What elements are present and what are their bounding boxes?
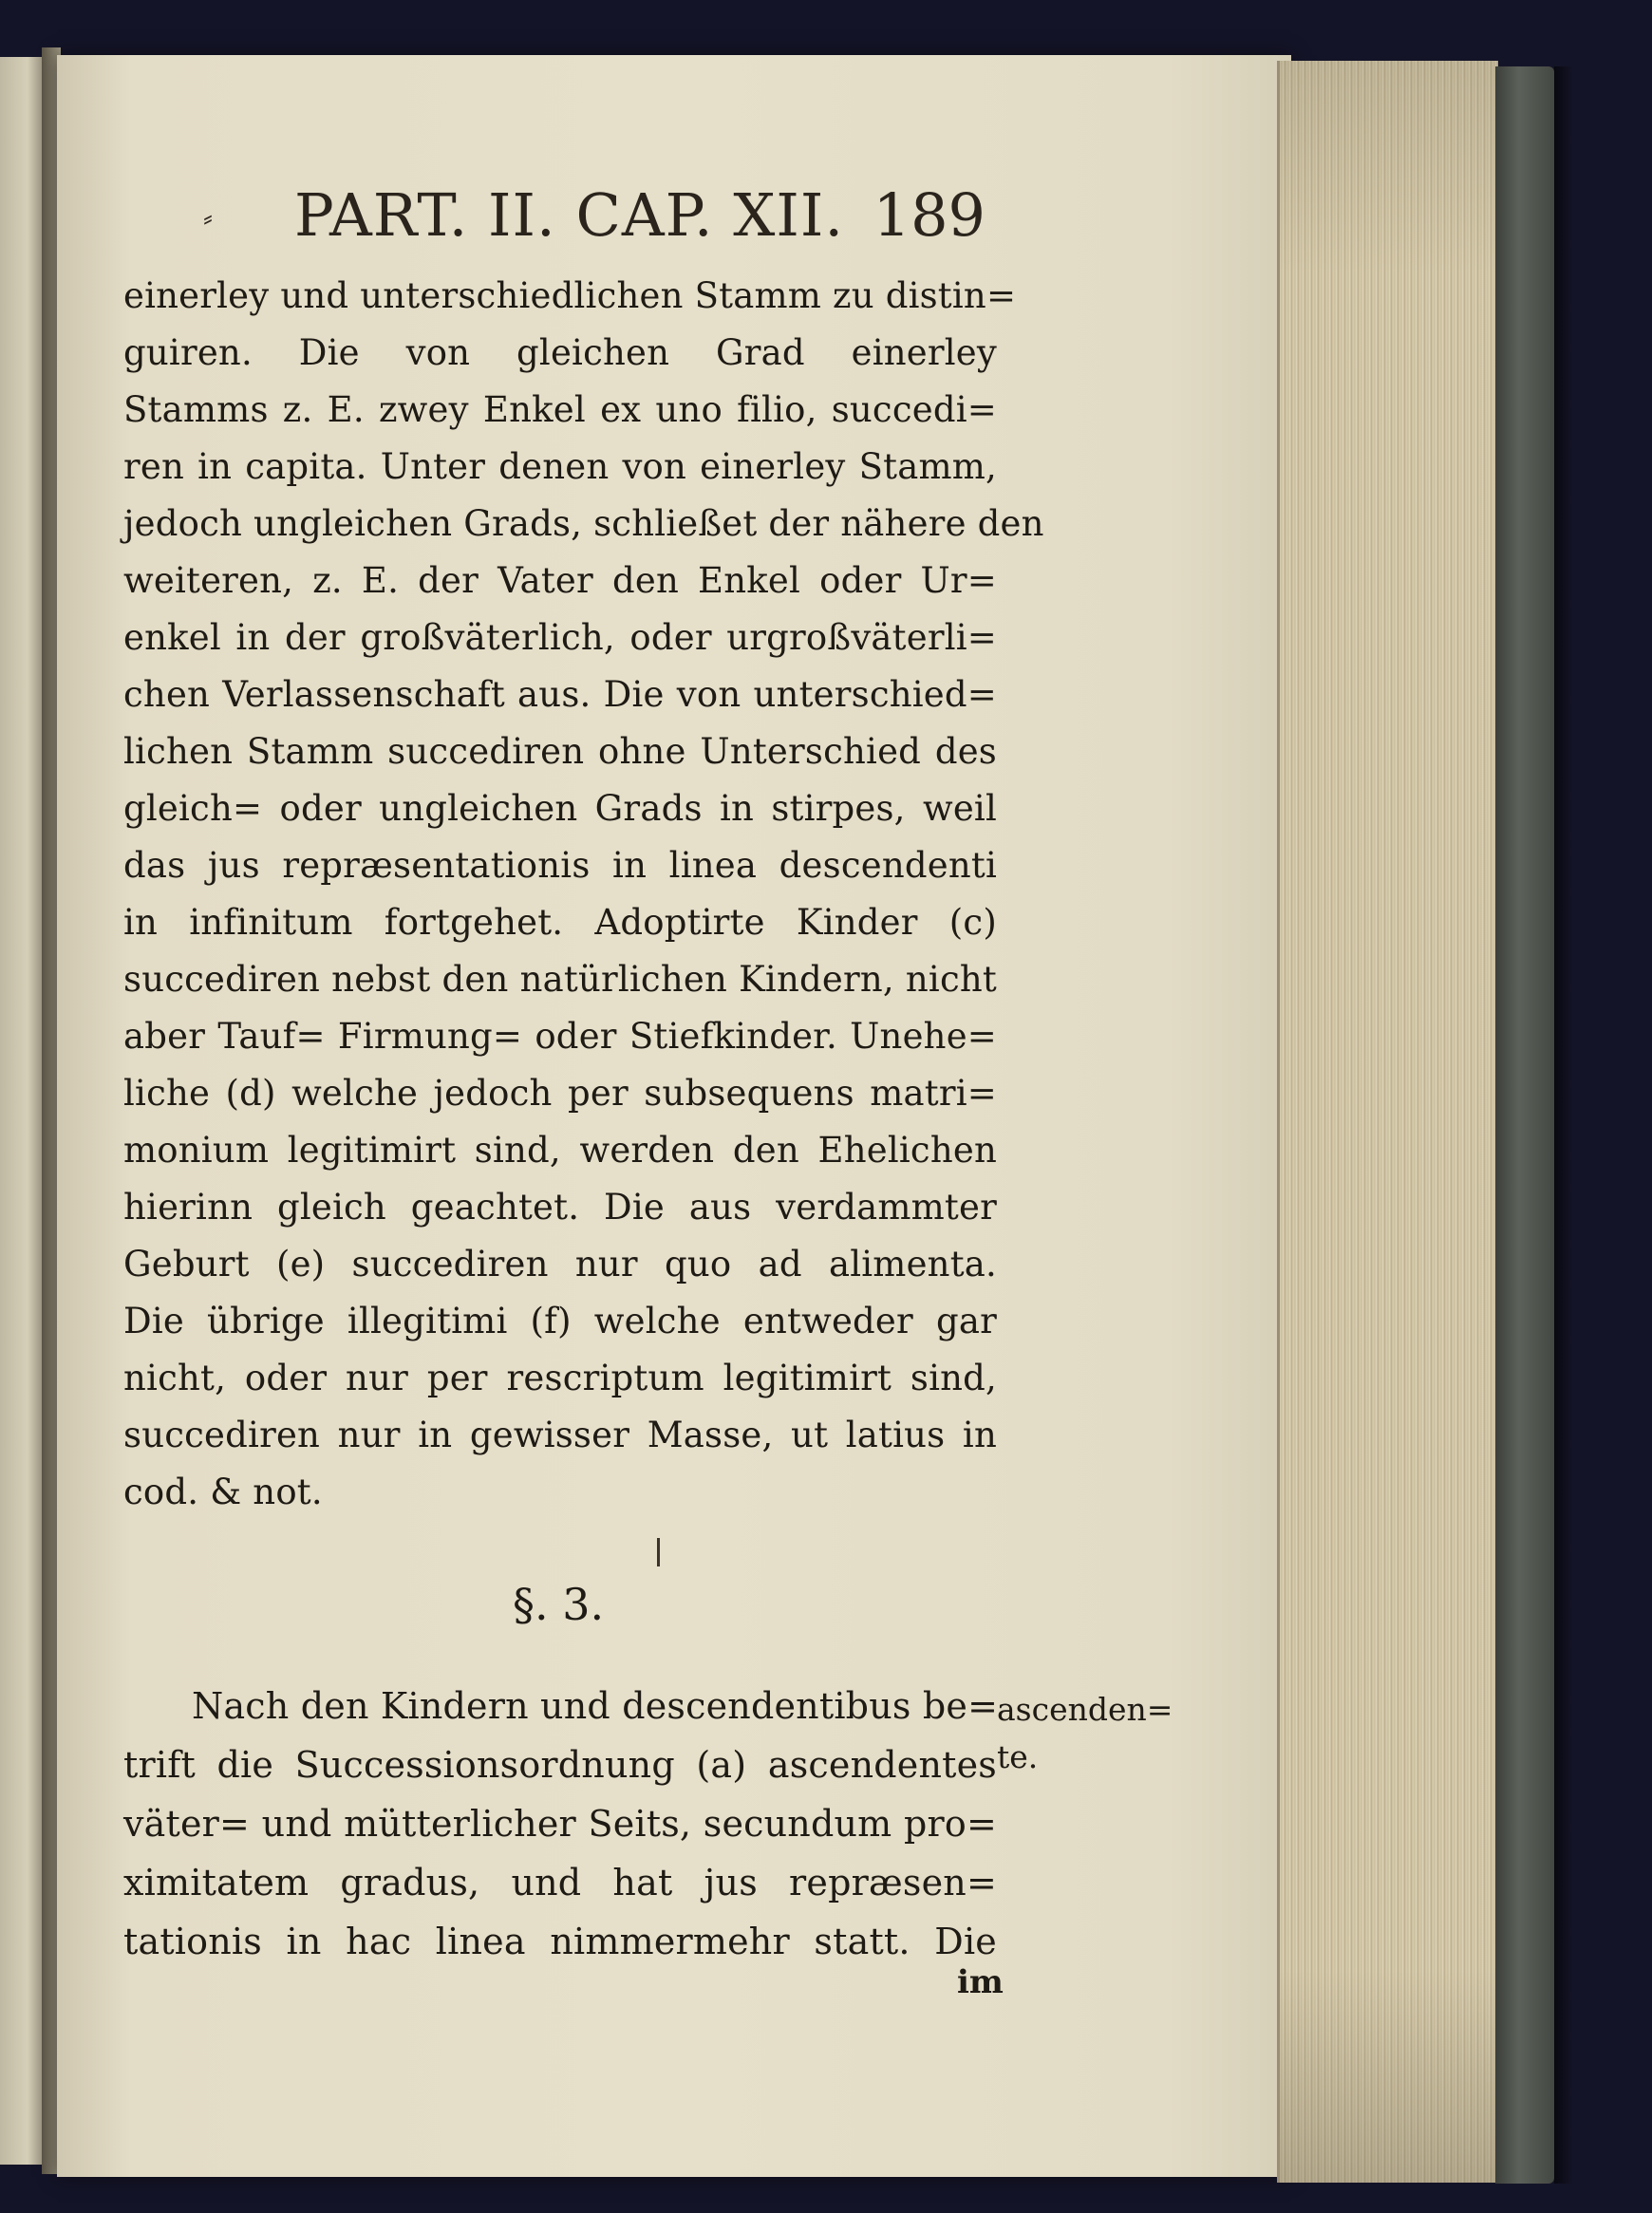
- page-edges: [1277, 61, 1498, 2183]
- text-line: Geburt (e) succediren nur quo ad alimenta.: [123, 1244, 997, 1285]
- section-heading: §. 3.: [513, 1579, 605, 1630]
- text-line: Die übrige illegitimi (f) welche entweder gar: [123, 1301, 997, 1341]
- text-line: gleich= oder ungleichen Grads in stirpes, weil: [123, 788, 997, 829]
- text-line: monium legitimirt sind, werden den Ehelichen: [123, 1130, 997, 1171]
- cover-shadow: [1554, 66, 1573, 2184]
- header-mark: ⸗: [203, 201, 213, 234]
- margin-note-line: te.: [997, 1738, 1039, 1775]
- text-line: ximitatem gradus, und hat jus repræsen=: [123, 1862, 997, 1904]
- body-text: [123, 268, 1044, 1521]
- running-title: PART. II. CAP. XII.: [294, 180, 845, 250]
- text-line: Nach den Kindern und descendentibus be=: [192, 1685, 999, 1727]
- margin-note-line: ascenden=: [997, 1691, 1173, 1728]
- text-line: das jus repræsentationis in linea descendenti: [123, 845, 997, 886]
- text-line: einerley und unterschiedlichen Stamm zu distin=: [123, 275, 1017, 316]
- catchword: im: [957, 1963, 1004, 2001]
- facing-page-edge: [0, 57, 46, 2165]
- text-line: jedoch ungleichen Grads, schließet der nähere den: [123, 503, 1044, 544]
- page-number: 189: [873, 180, 986, 250]
- text-line: ren in capita. Unter denen von einerley Stamm,: [123, 446, 997, 487]
- margin-note: [997, 1686, 1173, 1781]
- text-line: guiren. Die von gleichen Grad einerley: [123, 332, 997, 373]
- text-line: succediren nur in gewisser Masse, ut latius in: [123, 1415, 997, 1455]
- text-line: lichen Stamm succediren ohne Unterschied des: [123, 731, 997, 772]
- text-line: in infinitum fortgehet. Adoptirte Kinder (c): [123, 902, 997, 943]
- text-line: weiteren, z. E. der Vater den Enkel oder Ur=: [123, 560, 997, 601]
- text-line: Stamms z. E. zwey Enkel ex uno filio, succedi=: [123, 389, 997, 430]
- text-line: cod. & not.: [123, 1472, 323, 1512]
- text-line: hierinn gleich geachtet. Die aus verdammter: [123, 1187, 997, 1228]
- text-line: väter= und mütterlicher Seits, secundum pro=: [123, 1803, 997, 1845]
- book-cover-edge: [1495, 66, 1554, 2184]
- text-line: succediren nebst den natürlichen Kindern, nicht: [123, 959, 997, 1000]
- section-text: [123, 1677, 997, 1971]
- text-line: tationis in hac linea nimmermehr statt. Die: [123, 1921, 997, 1962]
- text-line: trift die Successionsordnung (a) ascendentes: [123, 1744, 997, 1786]
- running-header: [188, 180, 986, 256]
- text-line: chen Verlassenschaft aus. Die von unterschied=: [123, 674, 997, 715]
- text-line: enkel in der großväterlich, oder urgroßväterli=: [123, 617, 997, 658]
- text-line: liche (d) welche jedoch per subsequens matri=: [123, 1073, 997, 1114]
- ink-mark: [657, 1538, 660, 1566]
- text-line: aber Tauf= Firmung= oder Stiefkinder. Unehe=: [123, 1016, 997, 1057]
- text-line: nicht, oder nur per rescriptum legitimirt sind,: [123, 1358, 997, 1398]
